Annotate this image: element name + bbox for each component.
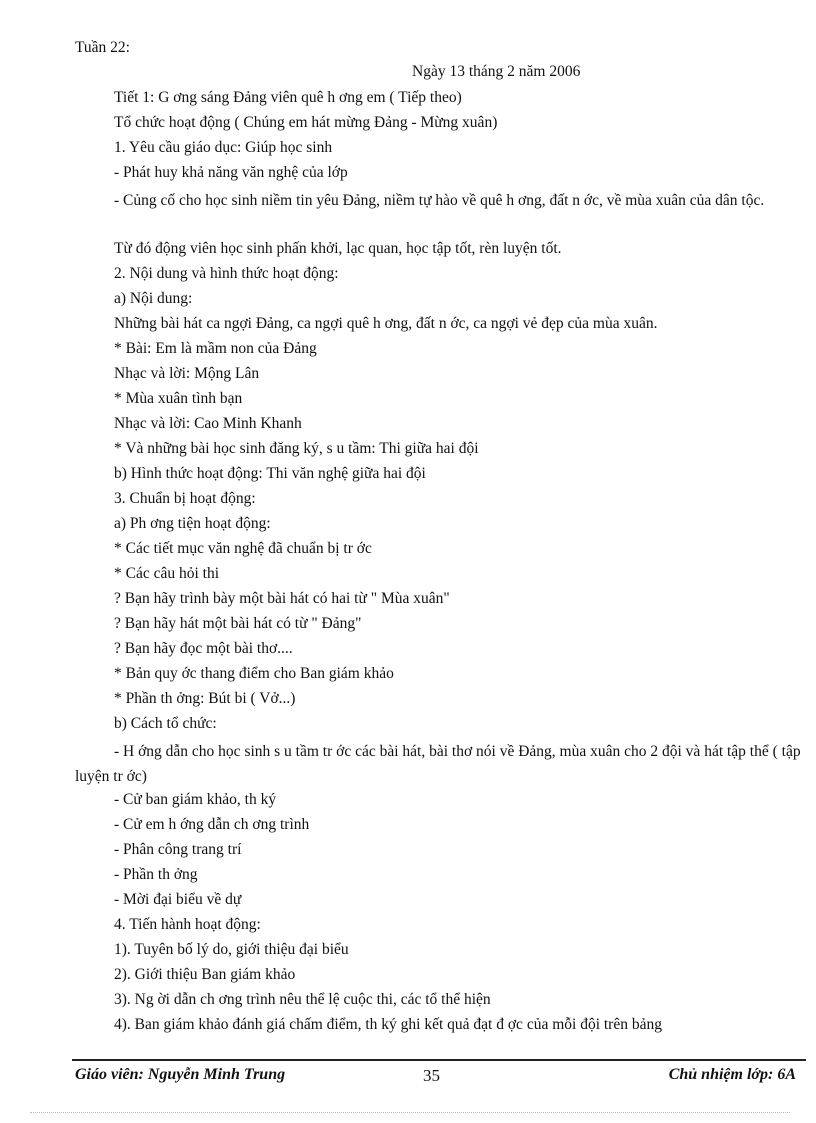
- date-line: Ngày 13 tháng 2 năm 2006: [412, 63, 581, 80]
- section-heading: 1. Yêu cầu giáo dục: Giúp học sinh: [114, 139, 333, 156]
- text-line: b) Hình thức hoạt động: Thi văn nghệ giữa hai đội: [114, 465, 426, 482]
- page-bottom-divider: [30, 1112, 790, 1114]
- list-item: * Phần th ởng: Bút bi ( Vở...): [114, 690, 296, 707]
- subsection-heading: a) Nội dung:: [114, 290, 193, 307]
- list-item: * Mùa xuân tình bạn: [114, 390, 243, 407]
- step-line: 4). Ban giám khảo đánh giá chấm điểm, th ký ghi kết quả đạt đ ợc của mỗi đội trên bảng: [114, 1016, 662, 1033]
- footer-divider: [72, 1059, 806, 1061]
- text-line: Nhạc và lời: Cao Minh Khanh: [114, 415, 302, 432]
- list-item: * Các tiết mục văn nghệ đã chuẩn bị tr ớc: [114, 540, 372, 557]
- question-line: ? Bạn hãy đọc một bài thơ....: [114, 640, 293, 657]
- text-paragraph: - H ớng dẫn cho học sinh s u tầm tr ớc các bài hát, bài thơ nói về Đảng, mùa xuân cho 2 đội và hát tập thể ( tập luyện tr ớc): [75, 743, 801, 785]
- lesson-title: Tiết 1: G ơng sáng Đảng viên quê h ơng em ( Tiếp theo): [114, 89, 462, 106]
- subsection-heading: b) Cách tổ chức:: [114, 715, 217, 732]
- footer-teacher: Giáo viên: Nguyễn Minh Trung: [75, 1066, 286, 1083]
- week-heading: Tuần 22:: [75, 39, 130, 56]
- text-line: Những bài hát ca ngợi Đảng, ca ngợi quê h ơng, đất n ớc, ca ngợi vẻ đẹp của mùa xuân.: [114, 315, 658, 332]
- footer-class: Chủ nhiệm lớp: 6A: [668, 1066, 796, 1083]
- step-line: 3). Ng ời dẫn ch ơng trình nêu thể lệ cuộc thi, các tổ thể hiện: [114, 991, 491, 1008]
- question-line: ? Bạn hãy trình bày một bài hát có hai từ " Mùa xuân": [114, 590, 450, 607]
- text-line: Từ đó động viên học sinh phấn khởi, lạc quan, học tập tốt, rèn luyện tốt.: [114, 240, 562, 257]
- section-heading: 3. Chuẩn bị hoạt động:: [114, 490, 256, 507]
- page-number: 35: [423, 1066, 440, 1085]
- list-item: * Các câu hỏi thi: [114, 565, 220, 582]
- list-item: - Cử em h ớng dẫn ch ơng trình: [114, 816, 310, 833]
- section-heading: 4. Tiến hành hoạt động:: [114, 916, 261, 933]
- text-line: Nhạc và lời: Mộng Lân: [114, 365, 260, 382]
- list-item: - Phần th ởng: [114, 866, 198, 883]
- list-item: * Bài: Em là mầm non của Đảng: [114, 340, 317, 357]
- subsection-heading: a) Ph ơng tiện hoạt động:: [114, 515, 271, 532]
- list-item: * Và những bài học sinh đăng ký, s u tầm: Thi giữa hai đội: [114, 440, 479, 457]
- text-paragraph: - Củng cố cho học sinh niềm tin yêu Đảng, niềm tự hào về quê h ơng, đất n ớc, về mùa xuân của dân tộc.: [114, 192, 765, 209]
- section-heading: 2. Nội dung và hình thức hoạt động:: [114, 265, 339, 282]
- step-line: 1). Tuyên bố lý do, giới thiệu đại biểu: [114, 941, 349, 958]
- question-line: ? Bạn hãy hát một bài hát có từ " Đảng": [114, 615, 362, 632]
- text-line: - Phát huy khả năng văn nghệ của lớp: [114, 164, 348, 181]
- list-item: - Cử ban giám khảo, th ký: [114, 791, 277, 808]
- step-line: 2). Giới thiệu Ban giám khảo: [114, 966, 296, 983]
- activity-title: Tổ chức hoạt động ( Chúng em hát mừng Đảng - Mừng xuân): [114, 114, 498, 131]
- list-item: * Bản quy ớc thang điểm cho Ban giám khảo: [114, 665, 394, 682]
- list-item: - Mời đại biểu về dự: [114, 891, 242, 908]
- list-item: - Phân công trang trí: [114, 841, 242, 858]
